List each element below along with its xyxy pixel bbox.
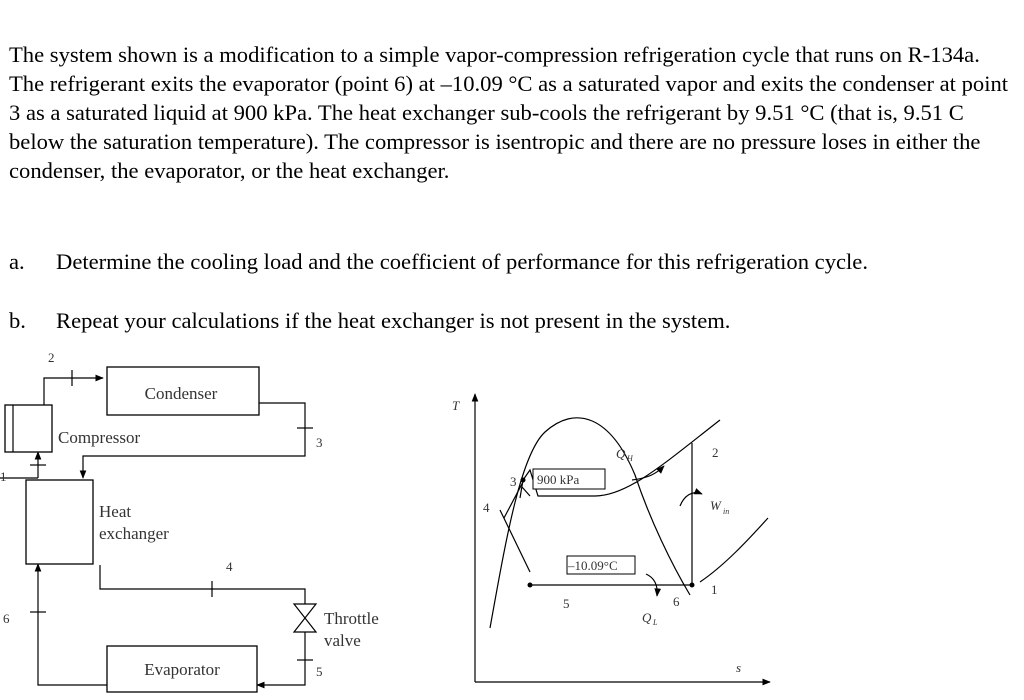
t-axis-label: T [452, 398, 460, 413]
temperature-label: –10.09°C [568, 558, 618, 573]
state-label-2: 2 [48, 350, 55, 365]
question-b-text: Repeat your calculations if the heat exchanger is not present in the system. [56, 308, 731, 333]
problem-statement: The system shown is a modification to a simple vapor-compression refrigeration cycle that runs on R-134a. The refrigerant exits the evaporator (point 6) at –10.09 °C as a saturated vapor and exits the condenser at point 3 as a saturated liquid at 900 kPa. The heat exchanger sub-cools the refrigerant by 9.51 °C (that is, 9.51 C below the saturation temperature). The compressor is isentropic and there are no pressure loses in either the condenser, the evaporator, or the heat exchanger. [9, 42, 1009, 183]
state-label-3: 3 [316, 435, 323, 450]
system-schematic [0, 350, 379, 692]
ql-subscript: L [653, 618, 658, 627]
heat-exchanger-label-2: exchanger [99, 524, 169, 543]
condenser-label: Condenser [144, 384, 218, 403]
superheat-extension [700, 518, 768, 582]
line-3-to-2 [522, 487, 530, 496]
throttle-label-1: Throttle [324, 609, 379, 628]
s-axis-label: s [736, 660, 742, 675]
question-a-label: a. [9, 249, 25, 274]
pipe-throttle-to-evaporator [257, 632, 305, 685]
point-1-label: 1 [711, 582, 718, 597]
throttle-valve-symbol [294, 604, 316, 632]
win-label: W [710, 498, 721, 513]
compressor-box [5, 405, 52, 452]
win-subscript: in [723, 507, 730, 516]
question-a-text: Determine the cooling load and the coefficient of performance for this refrigeration cycle. [56, 249, 868, 274]
state-label-5: 5 [316, 664, 323, 679]
point-3-marker [521, 478, 526, 483]
point-5-label: 5 [563, 596, 570, 611]
pipe-evaporator-to-hx [38, 564, 107, 685]
throttle-label-2: valve [324, 631, 361, 650]
evaporator-label: Evaporator [144, 660, 220, 679]
state-label-1: 1 [0, 469, 7, 484]
point-4-label: 4 [483, 500, 490, 515]
point-5-marker [528, 583, 533, 588]
point-6-marker [690, 583, 695, 588]
ql-label: Q [642, 610, 652, 625]
heat-exchanger-box [26, 480, 93, 564]
compressor-label: Compressor [58, 428, 141, 447]
question-b-label: b. [9, 308, 26, 333]
line-4-to-5 [500, 510, 530, 572]
saturation-dome [490, 418, 690, 628]
qh-subscript: H [627, 454, 633, 463]
point-2-label: 2 [712, 445, 719, 460]
heat-exchanger-label-1: Heat [99, 502, 132, 521]
point-6-label: 6 [673, 594, 680, 609]
pipe-hx-to-throttle [100, 565, 305, 604]
win-arrow [680, 493, 702, 506]
point-3-label: 3 [510, 474, 517, 489]
qh-arrow [632, 466, 664, 480]
state-label-6: 6 [3, 611, 10, 626]
state-label-4: 4 [226, 559, 233, 574]
ts-diagram [452, 394, 770, 682]
pipe-compressor-to-condenser [44, 378, 103, 405]
qh-label: Q [616, 446, 626, 461]
pressure-label: 900 kPa [537, 472, 580, 487]
